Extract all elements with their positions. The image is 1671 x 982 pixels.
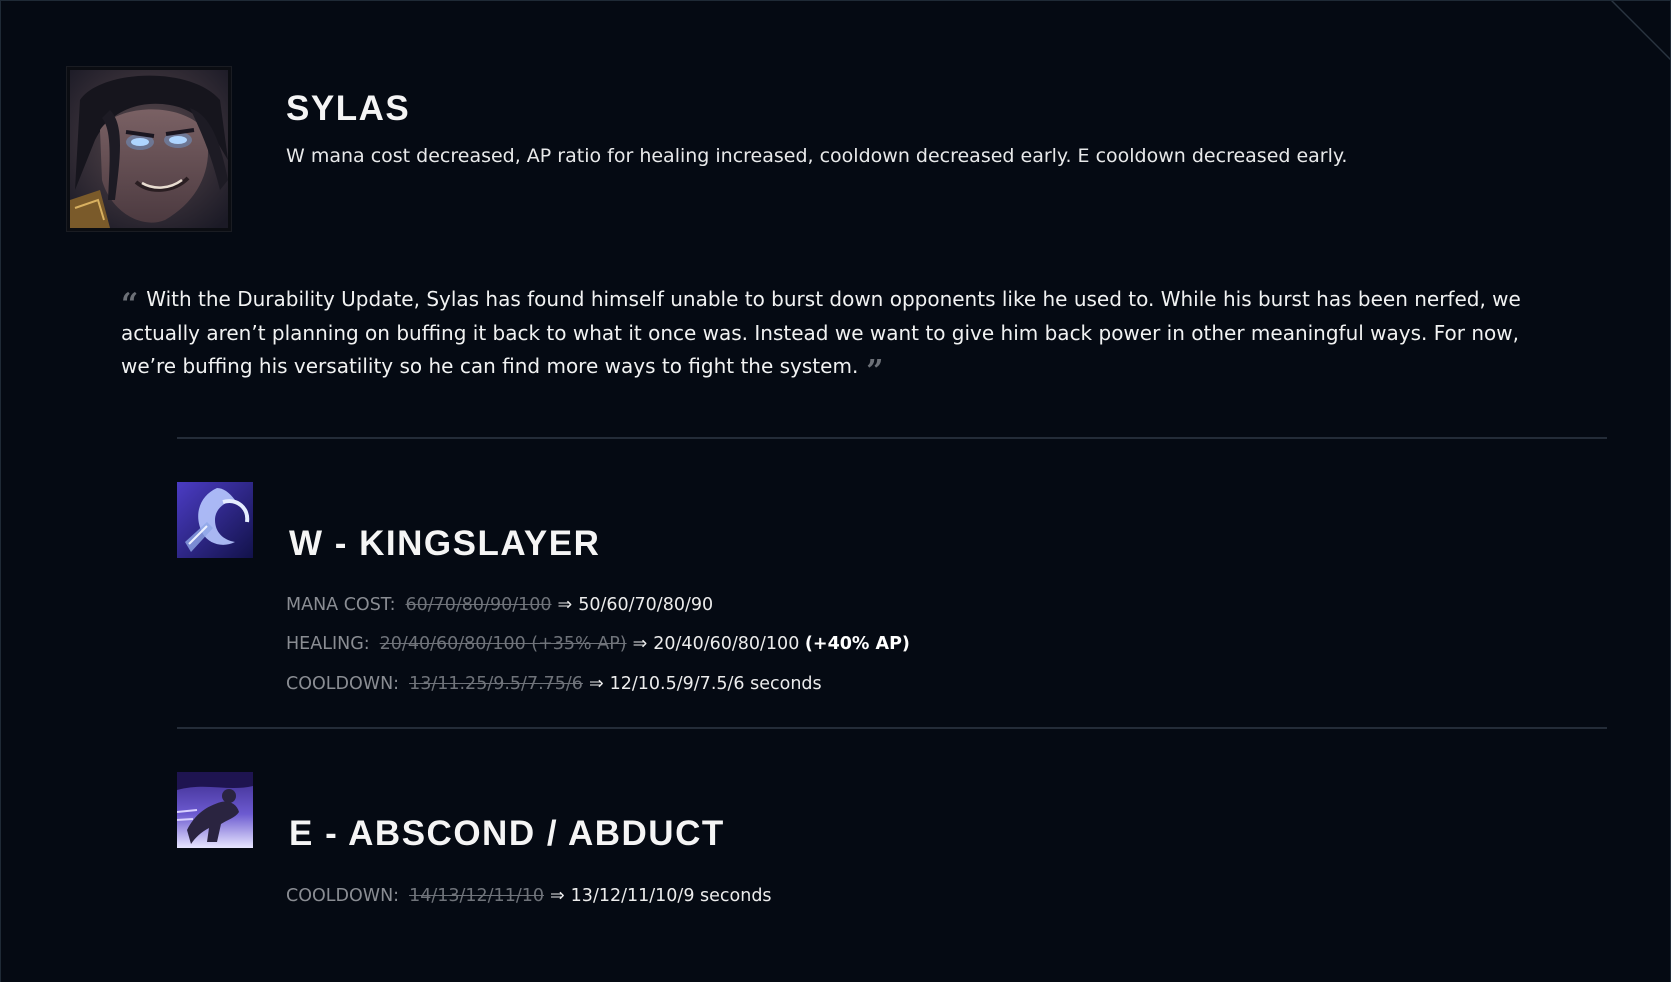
new-value-highlight: (+40% AP) [804,634,910,654]
change-line-w-mana-cost [286,595,713,615]
old-value: 13/11.25/9.5/7.75/6 [409,674,583,694]
attribute-label: MANA COST: [286,595,396,615]
arrow-icon: ⇒ [588,674,604,694]
arrow-icon: ⇒ [557,595,573,615]
section-divider [177,437,1607,439]
new-value: 20/40/60/80/100 [653,634,800,654]
abscond-abduct-icon [177,772,253,848]
champion-portrait [67,67,231,231]
new-value: 13/12/11/10/9 seconds [570,886,772,906]
section-divider [177,727,1607,729]
old-value: 14/13/12/11/10 [409,886,544,906]
arrow-icon: ⇒ [632,634,648,654]
attribute-label: HEALING: [286,634,370,654]
quote-text: With the Durability Update, Sylas has found himself unable to burst down opponents like he used to. While his burst has been nerfed, we actually aren’t planning on buffing it back to what it once was. Instead we want to give him back power in other meaningful ways. For now, we’re buffing his versatility so he can find more ways to fight the system. [121,287,1521,378]
attribute-label: COOLDOWN: [286,886,400,906]
attribute-label: COOLDOWN: [286,674,400,694]
old-value: 20/40/60/80/100 (+35% AP) [379,634,627,654]
champion-name: SYLAS [286,89,411,128]
change-line-w-cooldown [286,674,822,694]
change-line-e-cooldown [286,886,772,906]
old-value: 60/70/80/90/100 [405,595,552,615]
kingslayer-icon [177,482,253,558]
change-line-w-healing [286,634,910,654]
open-quote-icon: “ [121,287,139,322]
ability-title-e: E - ABSCOND / ABDUCT [289,814,725,853]
close-quote-icon: ” [866,354,884,389]
corner-decoration [1611,0,1671,60]
developer-quote [121,283,1546,389]
ability-title-w: W - KINGSLAYER [289,524,601,563]
arrow-icon: ⇒ [550,886,565,906]
new-value: 50/60/70/80/90 [578,595,714,615]
champion-summary: W mana cost decreased, AP ratio for healing increased, cooldown decreased early. E cooldown decreased early. [286,145,1348,167]
new-value: 12/10.5/9/7.5/6 seconds [609,674,822,694]
